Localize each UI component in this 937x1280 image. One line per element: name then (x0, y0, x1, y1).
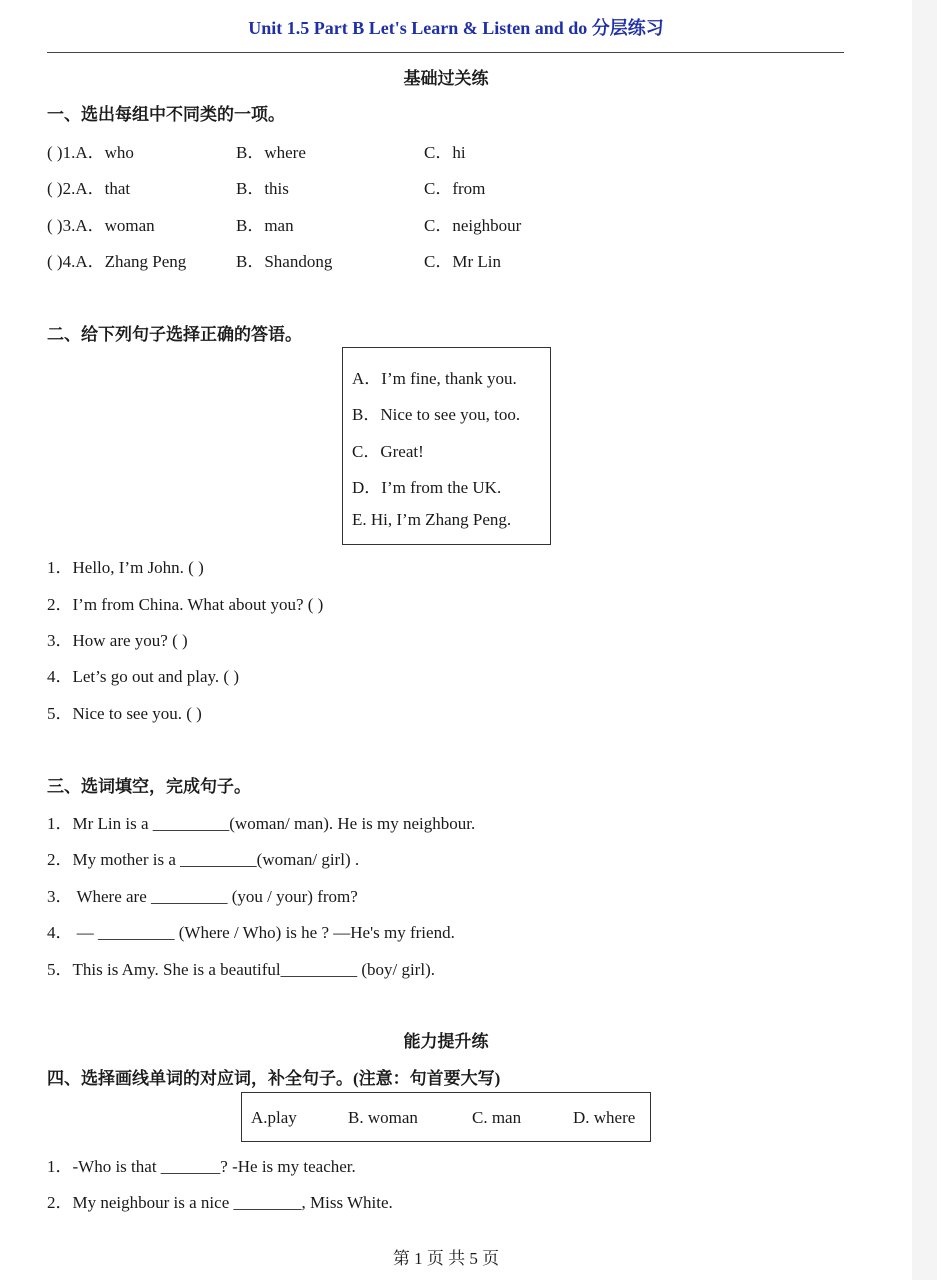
s1-q1-option-c: C．hi (424, 143, 466, 162)
s3-question-5: 5．This is Amy. She is a beautiful_________ (boy/ girl). (47, 960, 435, 979)
document-title: Unit 1.5 Part B Let's Learn & Listen and do 分层练习 (248, 18, 664, 38)
s1-q2-option-b: B．this (236, 179, 289, 198)
header-divider (47, 52, 844, 53)
page-number-footer: 第 1 页 共 5 页 (392, 1249, 500, 1268)
s1-q3-option-b: B．man (236, 216, 294, 235)
s2-question-4: 4．Let’s go out and play. ( ) (47, 667, 239, 686)
s1-q1-option-a: ( )1.A．who (47, 143, 134, 162)
s2-question-3: 3．How are you? ( ) (47, 631, 188, 650)
s2-option-c: C．Great! (352, 442, 424, 461)
s1-q4-option-b: B．Shandong (236, 252, 333, 271)
section4-heading: 四、选择画线单词的对应词，补全句子。(注意：句首要大写) (47, 1069, 501, 1088)
s3-question-1: 1．Mr Lin is a _________(woman/ man). He is my neighbour. (47, 814, 476, 833)
section4-options-box (241, 1092, 651, 1142)
s1-q3-option-c: C．neighbour (424, 216, 522, 235)
s3-question-2: 2．My mother is a _________(woman/ girl) . (47, 850, 360, 869)
s2-question-5: 5．Nice to see you. ( ) (47, 704, 202, 723)
s3-question-3: 3． Where are _________ (you / your) from? (47, 887, 358, 906)
section3-heading: 三、选词填空，完成句子。 (47, 777, 251, 796)
section2-options-box (342, 347, 551, 545)
s1-q3-option-a: ( )3.A．woman (47, 216, 155, 235)
s2-option-b: B．Nice to see you, too. (352, 405, 521, 424)
advanced-practice-heading: 能力提升练 (403, 1032, 489, 1051)
s1-q2-option-a: ( )2.A．that (47, 179, 131, 198)
s2-question-1: 1．Hello, I’m John. ( ) (47, 558, 204, 577)
s2-option-a: A．I’m fine, thank you. (352, 369, 517, 388)
section2-heading: 二、给下列句子选择正确的答语。 (47, 325, 302, 344)
s2-question-2: 2．I’m from China. What about you? ( ) (47, 595, 324, 614)
s4-option-c: C. man (472, 1108, 522, 1127)
s3-question-4: 4． — _________ (Where / Who) is he ? —He's my friend. (47, 923, 455, 942)
s1-q4-option-c: C．Mr Lin (424, 252, 501, 271)
s1-q2-option-c: C．from (424, 179, 486, 198)
s2-option-d: D．I’m from the UK. (352, 478, 502, 497)
s4-option-b: B. woman (348, 1108, 418, 1127)
s1-q4-option-a: ( )4.A．Zhang Peng (47, 252, 187, 271)
s2-option-e: E. Hi, I’m Zhang Peng. (352, 510, 512, 529)
section1-heading: 一、选出每组中不同类的一项。 (47, 105, 285, 124)
basic-practice-heading: 基础过关练 (403, 69, 489, 88)
s4-option-a: A.play (251, 1108, 297, 1127)
s1-q1-option-b: B．where (236, 143, 306, 162)
s4-option-d: D. where (573, 1108, 636, 1127)
s4-question-1: 1．-Who is that _______? -He is my teacher. (47, 1157, 356, 1176)
s4-question-2: 2．My neighbour is a nice ________, Miss White. (47, 1193, 393, 1212)
